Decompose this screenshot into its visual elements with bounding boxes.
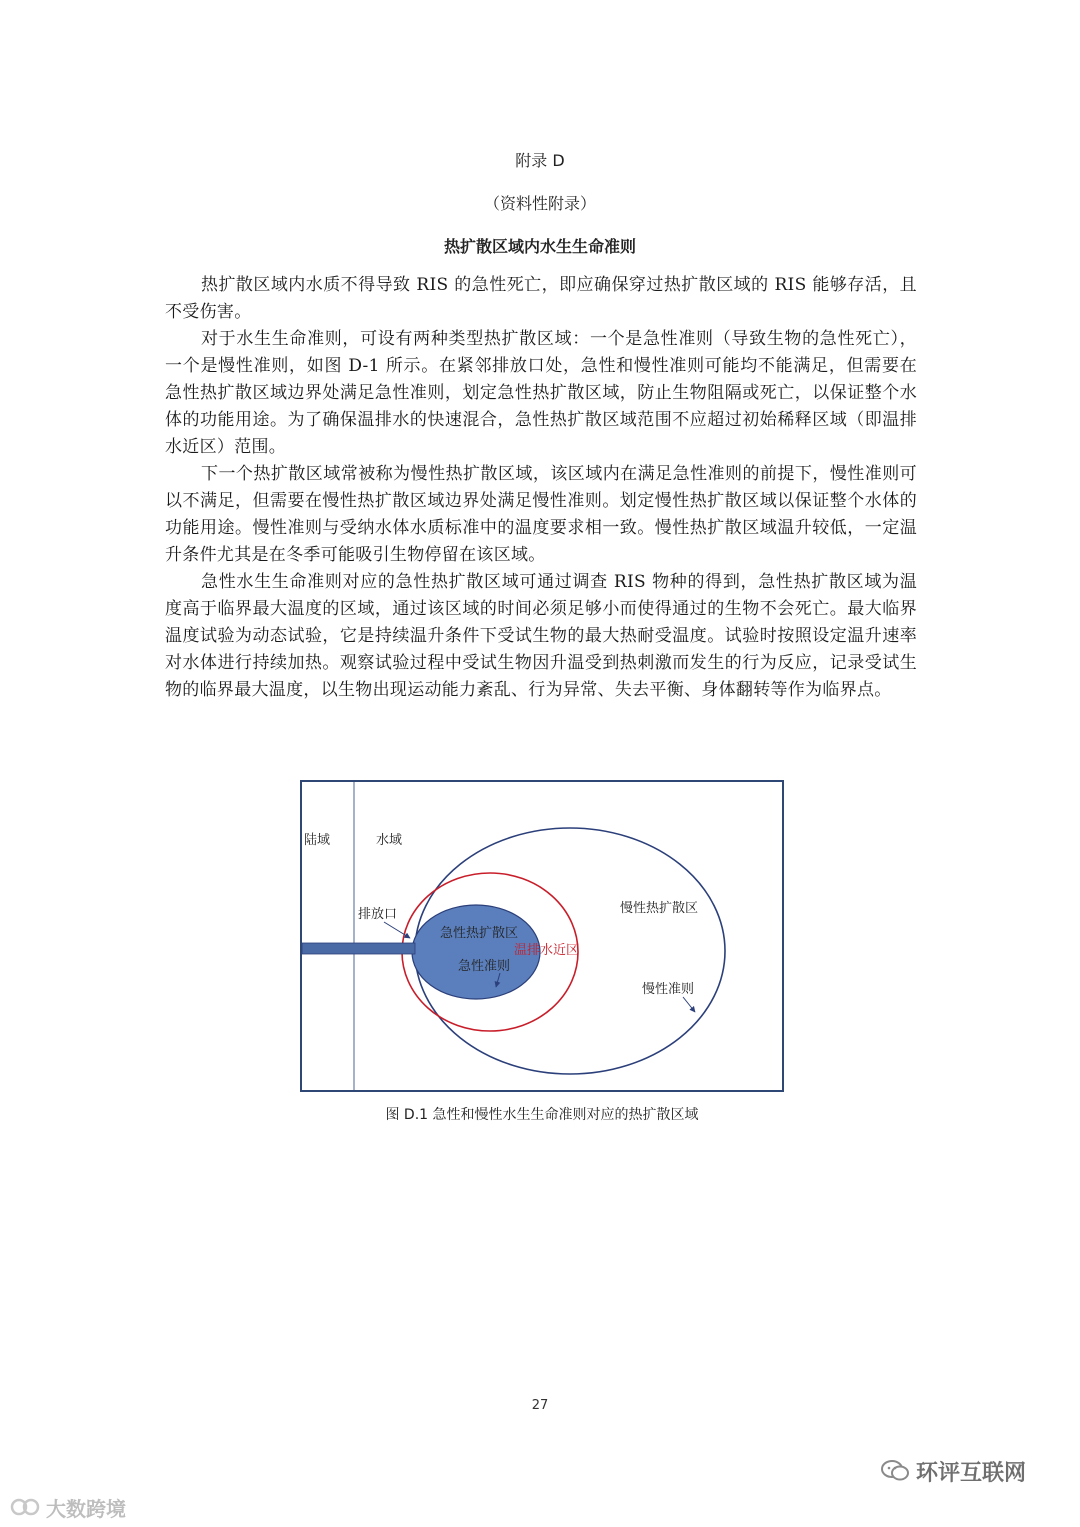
watermark-right-text: 环评互联网 [916, 1460, 1027, 1486]
paragraph-1: 热扩散区域内水质不得导致 RIS 的急性死亡，即应确保穿过热扩散区域的 RIS 能够存活，且不受伤害。 [165, 275, 917, 322]
water-label: 水域 [376, 833, 403, 848]
body-text [165, 272, 917, 704]
page-number: 27 [531, 1398, 549, 1413]
appendix-type: （资料性附录） [483, 194, 596, 213]
near-field-label: 温排水近区 [514, 943, 580, 958]
watermark-left-text: 大数跨境 [46, 1496, 126, 1521]
paragraph-2: 对于水生生命准则，可设有两种类型热扩散区域：一个是急性准则（导致生物的急性死亡），一个是慢性准则，如图 D-1 所示。在紧邻排放口处，急性和慢性准则可能均不能满足，但需要在急性热扩散区域边界处满足急性准则，划定急性热扩散区域，防止生物阻隔或死亡，以保证整个水体的功能用途。为了确保温排水的快速混合，急性热扩散区域范围不应超过初始稀释区域（即温排水近区）范围。 [165, 329, 917, 457]
outfall-pipe [302, 943, 415, 954]
figure-border [301, 781, 783, 1091]
watermark-left [10, 1492, 126, 1522]
chronic-criterion-label: 慢性准则 [642, 982, 695, 997]
land-label: 陆域 [304, 833, 331, 848]
section-title: 热扩散区域内水生生命准则 [443, 237, 636, 256]
chronic-zone-label: 慢性热扩散区 [620, 901, 699, 916]
acute-criterion-label: 急性准则 [458, 959, 511, 974]
paragraph-4: 急性水生生命准则对应的急性热扩散区域可通过调查 RIS 物种的得到，急性热扩散区域为温度高于临界最大温度的区域，通过该区域的时间必须足够小而使得通过的生物不会死亡。最大临界温度试验为动态试验，它是持续温升条件下受试生物的最大热耐受温度。试验时按照设定温升速率对水体进行持续加热。观察试验过程中受试生物因升温受到热刺激而发生的行为反应，记录受试生物的临界最大温度，以生物出现运动能力紊乱、行为异常、失去平衡、身体翻转等作为临界点。 [165, 572, 917, 700]
outfall-label: 排放口 [358, 907, 398, 922]
logo-mark-icon [10, 1496, 40, 1518]
watermark-right [880, 1455, 1026, 1487]
thermal-zone-diagram [300, 780, 784, 1092]
chat-bubble-icon [880, 1458, 910, 1484]
acute-zone-label: 急性热扩散区 [440, 926, 519, 941]
paragraph-3: 下一个热扩散区域常被称为慢性热扩散区域，该区域内在满足急性准则的前提下，慢性准则可以不满足，但需要在慢性热扩散区域边界处满足慢性准则。划定慢性热扩散区域以保证整个水体的功能用途。慢性准则与受纳水体水质标准中的温度要求相一致。慢性热扩散区域温升较低，一定温升条件尤其是在冬季可能吸引生物停留在该区域。 [165, 464, 917, 565]
figure-d1 [300, 780, 784, 1092]
figure-caption: 图 D.1 急性和慢性水生生命准则对应的热扩散区域 [385, 1107, 699, 1123]
appendix-title: 附录 D [515, 151, 565, 170]
